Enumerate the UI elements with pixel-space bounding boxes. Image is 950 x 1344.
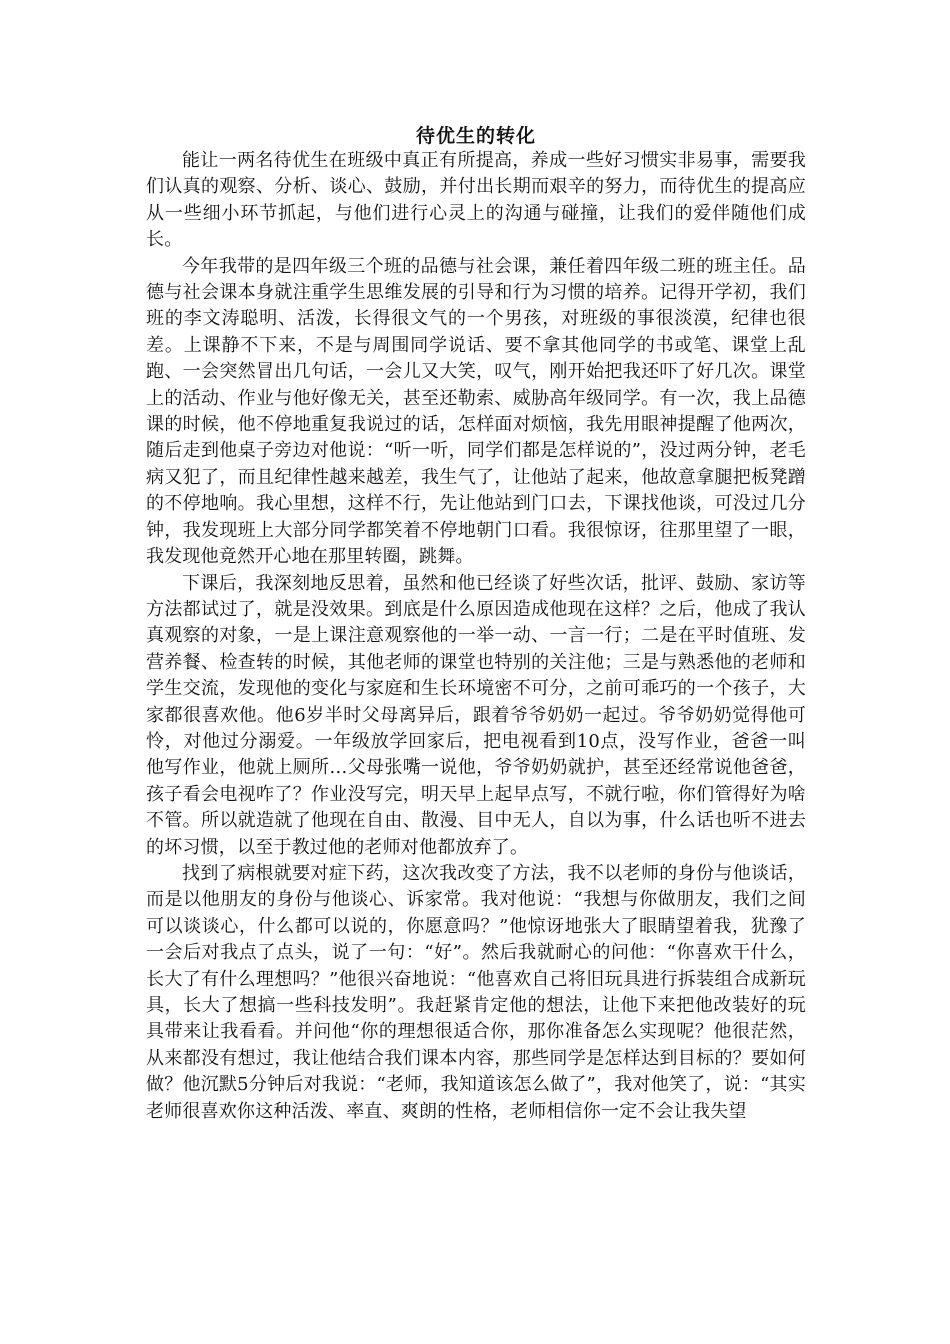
paragraph-2: 今年我带的是四年级三个班的品德与社会课，兼任着四年级二班的班主任。品德与社会课本身就注重学生思维发展的引导和行为习惯的培养。记得开学初，我们班的李文涛聪明、活泼，长得很文气的一个男孩，对班级的事很淡漠，纪律也很差。上课静不下来，不是与周围同学说话、要不拿其他同学的书或笔、课堂上乱跑、一会突然冒出几句话，一会儿又大笑，叹气，刚开始把我还吓了好几次。课堂上的活动、作业与他好像无关，甚至还勒索、威胁高年级同学。有一次，我上品德课的时候，他不停地重复我说过的话，怎样面对烦恼，我先用眼神提醒了他两次，随后走到他桌子旁边对他说：“听一听，同学们都是怎样说的”，没过两分钟，老毛病又犯了，而且纪律性越来越差，我生气了，让他站了起来，他故意拿腿把板凳蹭的不停地响。我心里想，这样不行，先让他站到门口去，下课找他谈，可没过几分钟，我发现班上大部分同学都笑着不停地朝门口看。我很惊讶，往那里望了一眼，我发现他竟然开心地在那里转圈，跳舞。 [146, 255, 806, 568]
document-title: 待优生的转化 [415, 125, 536, 147]
paragraph-1: 能让一两名待优生在班级中真正有所提高，养成一些好习惯实非易事，需要我们认真的观察、分析、谈心、鼓励，并付出长期而艰辛的努力，而待优生的提高应从一些细小环节抓起，与他们进行心灵上的沟通与碰撞，让我们的爱伴随他们成长。 [146, 150, 806, 251]
document-body [146, 124, 806, 1125]
paragraph-3: 下课后，我深刻地反思着，虽然和他已经谈了好些次话，批评、鼓励、家访等方法都试过了，就是没效果。到底是什么原因造成他现在这样？之后，他成了我认真观察的对象，一是上课注意观察他的一举一动、一言一行；二是在平时值班、发营养餐、检查转的时候，其他老师的课堂也特别的关注他；三是与熟悉他的老师和学生交流，发现他的变化与家庭和生长环境密不可分，之前可乖巧的一个孩子，大家都很喜欢他。他6岁半时父母离异后，跟着爷爷奶奶一起过。爷爷奶奶觉得他可怜，对他过分溺爱。一年级放学回家后，把电视看到10点，没写作业，爸爸一叫他写作业，他就上厕所…父母张嘴一说他，爷爷奶奶就护，甚至还经常说他爸爸，孩子看会电视咋了？作业没写完，明天早上起早点写，不就行啦，你们管得好为啥不管。所以就造就了他现在自由、散漫、目中无人，自以为事，什么话也听不进去的坏习惯，以至于教过他的老师对他都放弃了。 [146, 572, 806, 858]
paragraph-4: 找到了病根就要对症下药，这次我改变了方法，我不以老师的身份与他谈话，而是以他朋友的身份与他谈心、诉家常。我对他说：“我想与你做朋友，我们之间可以谈谈心，什么都可以说的，你愿意吗？”他惊讶地张大了眼睛望着我，犹豫了一会后对我点了点头，说了一句：“好”。然后我就耐心的问他：“你喜欢干什么，长大了有什么理想吗？”他很兴奋地说：“他喜欢自己将旧玩具进行拆装组合成新玩具，长大了想搞一些科技发明”。我赶紧肯定他的想法，让他下来把他改装好的玩具带来让我看看。并问他“你的理想很适合你，那你准备怎么实现呢？他很茫然，从来都没有想过，我让他结合我们课本内容，那些同学是怎样达到目标的？要如何做？他沉默5分钟后对我说：“老师，我知道该怎么做了”，我对他笑了，说：“其实老师很喜欢你这种活泼、率直、爽朗的性格，老师相信你一定不会让我失望 [146, 862, 806, 1122]
